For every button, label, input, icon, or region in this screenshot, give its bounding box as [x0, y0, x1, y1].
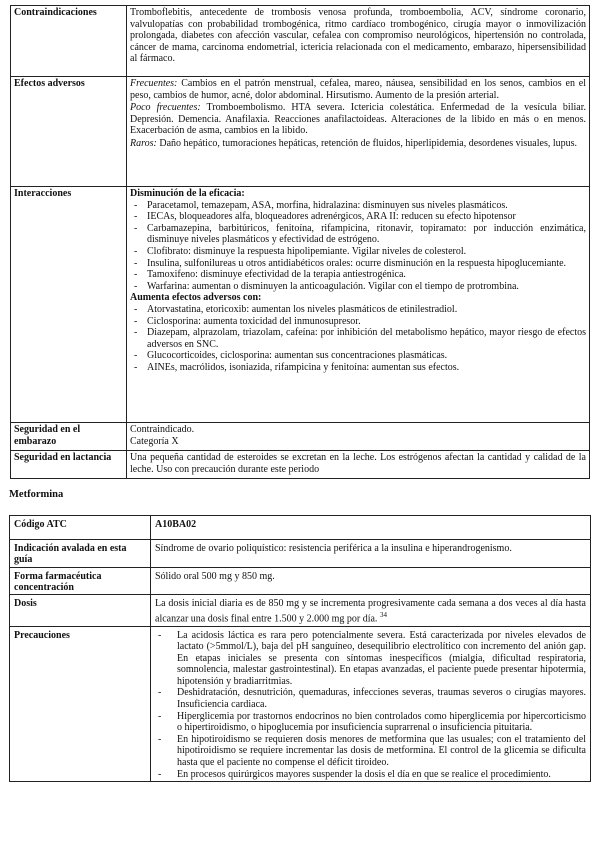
row-interacciones: [11, 187, 590, 423]
value-forma-farmaceutica: Sólido oral 500 mg y 850 mg.: [151, 568, 591, 595]
row-embarazo: [11, 423, 590, 451]
drug-info-table-1: [10, 5, 590, 479]
label-codigo-atc: Código ATC: [10, 516, 151, 540]
list-item: - Diazepam, alprazolam, triazolam, cafeína: por inhibición del metabolismo hepático, mayor riesgo de efectos adversos en SNC.: [130, 327, 586, 350]
list-item: - Paracetamol, temazepam, ASA, morfina, hidralazina: disminuyen sus niveles plasmáticos.: [130, 200, 586, 212]
embarazo-line-1: Contraindicado.: [130, 424, 195, 435]
row-forma-farmaceutica: [10, 568, 591, 595]
efectos-frecuentes: [130, 78, 586, 101]
frecuentes-label: Frecuentes:: [130, 78, 178, 89]
raros-text: Daño hepático, tumoraciones hepáticas, retención de fluidos, hiperlipidemia, desordenes visuales, lupus.: [156, 137, 578, 149]
list-item: - En hipotiroidismo se requieren dosis menores de metformina que las usuales; con el tratamiento del hipotiroidismo se requiere incrementar las dosis de metformina. El control de la glicemia se dificulta hasta que el paciente no compense el déficit tiroideo.: [155, 734, 586, 769]
label-dosis: Dosis: [10, 595, 151, 627]
frecuentes-text: Cambios en el patrón menstrual, cefalea, mareo, náusea, sensibilidad en los senos, cambios en el peso, cambios de humor, acné, dolor abdominal. Hirsutismo. Aumento de la presión arterial.: [130, 78, 586, 101]
value-efectos-adversos: [127, 77, 590, 187]
value-precauciones: [151, 626, 591, 782]
precauciones-list: [155, 630, 586, 781]
list-item: - La acidosis láctica es rara pero potencialmente severa. Está caracterizada por niveles elevados de lactato (>5mmol/L), baja del pH sanguíneo, desequilibrio electrolítico con incremento del anión gap. En etapas iniciales se presenta con síntomas inespecíficos (mialgia, dificultad respiratoria, somnolencia, malestar gastrointestinal). En etapas avanzadas, el paciente puede presentar hipotermia, hipotensión y bradiarritmias.: [155, 630, 586, 688]
value-indicacion: Síndrome de ovario poliquístico: resistencia periférica a la insulina e hiperandrogenismo.: [151, 540, 591, 568]
poco-frecuentes-label: Poco frecuentes:: [130, 102, 201, 114]
list-item: - Tamoxifeno: disminuye efectividad de la terapia antiestrogénica.: [130, 269, 586, 281]
list-item: - En procesos quirúrgicos mayores suspender la dosis el día en que se realice el procedimiento.: [155, 769, 586, 781]
row-codigo-atc: [10, 516, 591, 540]
label-forma-farmaceutica: Forma farmacéutica concentración: [10, 568, 151, 595]
list-item: - Ciclosporina: aumenta toxicidad del inmunosupresor.: [130, 316, 586, 328]
aumenta-list: [130, 304, 586, 374]
label-precauciones: Precauciones: [10, 626, 151, 782]
efectos-poco-frecuentes: [130, 102, 586, 137]
list-item: - Hiperglicemia por trastornos endocrinos no bien controlados como hiperglicemia por hipercorticismo o hipertiroidismo, o hipoglucemia por insuficiencia suprarrenal o insuficiencia pituitaria.: [155, 711, 586, 734]
value-codigo-atc: A10BA02: [151, 516, 591, 540]
disminucion-list: [130, 200, 586, 293]
value-interacciones: [127, 187, 590, 423]
list-item: - Clofibrato: disminuye la respuesta hipolipemiante. Vigilar niveles de colesterol.: [130, 246, 586, 258]
list-item: - Insulina, sulfonilureas u otros antidiabéticos orales: ocurre disminución en la respuesta hipoglucemiante.: [130, 258, 586, 270]
value-embarazo: [127, 423, 590, 451]
efectos-raros: [130, 138, 586, 150]
label-indicacion: Indicación avalada en esta guía: [10, 540, 151, 568]
list-item: - Warfarina: aumentan o disminuyen la anticoagulación. Vigilar con el tiempo de protrombina.: [130, 281, 586, 293]
raros-label: Raros:: [130, 137, 157, 149]
list-item: - IECAs, bloqueadores alfa, bloqueadores adrenérgicos, ARA II: reducen su efecto hipotensor: [130, 211, 586, 223]
row-dosis: [10, 595, 591, 627]
poco-frecuentes-text: Tromboembolismo. HTA severa. Ictericia colestática. Enfermedad de la vesícula biliar. Depresión. Demencia. Anafilaxia. Reacciones anafilactoideas. Alteraciones de la libido en más o en menos. Exacerbación de asma, cambios en la libido.: [130, 102, 586, 137]
dosis-reference: 34: [379, 610, 387, 619]
drug-info-table-metformina: [9, 515, 591, 782]
label-lactancia: Seguridad en lactancia: [11, 451, 127, 479]
label-efectos-adversos: Efectos adversos: [11, 77, 127, 187]
row-lactancia: [11, 451, 590, 479]
label-interacciones: Interacciones: [11, 187, 127, 423]
embarazo-line-2: Categoría X: [130, 435, 179, 447]
list-item: - AINEs, macrólidos, isoniazida, rifampicina y fenitoína: aumentan sus efectos.: [130, 362, 586, 374]
list-item: - Glucocorticoides, ciclosporina: aumentan sus concentraciones plasmáticas.: [130, 350, 586, 362]
value-lactancia: Una pequeña cantidad de esteroides se excretan en la leche. Los estrógenos afectan la cantidad y calidad de la leche. Uso con precaución durante este periodo: [127, 451, 590, 479]
section-title-metformina: Metformina: [9, 489, 64, 500]
aumenta-heading: Aumenta efectos adversos con:: [130, 292, 262, 304]
label-contraindicaciones: Contraindicaciones: [11, 6, 127, 77]
row-indicacion: [10, 540, 591, 568]
disminucion-heading: Disminución de la eficacia:: [130, 188, 245, 199]
list-item: - Deshidratación, desnutrición, quemaduras, infecciones severas, traumas severos o cirugías mayores. Insuficiencia cardiaca.: [155, 687, 586, 710]
dosis-text: La dosis inicial diaria es de 850 mg y se incrementa progresivamente cada semana a dos veces al día hasta alcanzar una dosis final entre 1.500 y 2.000 mg por día.: [155, 598, 586, 624]
value-dosis: [151, 595, 591, 627]
row-contraindicaciones: [11, 6, 590, 77]
value-contraindicaciones: Tromboflebitis, antecedente de trombosis venosa profunda, tromboembolia, ACV, síndrome coronario, valvulopatías con probabilidad trombogénica, ritmo cardíaco trombogénico, cirugía mayor o inmovilización prolongada, diabetes con afección vascular, cefalea con compromiso neurológicos, hipertensión no controlada, cáncer de mama, carcinoma endometrial, ictericia relacionada con el medicamento, embarazo, hipersensibilidad al fármaco.: [127, 6, 590, 77]
list-item: - Atorvastatina, etoricoxib: aumentan los niveles plasmáticos de etinilestradiol.: [130, 304, 586, 316]
row-precauciones: [10, 626, 591, 782]
label-embarazo: Seguridad en el embarazo: [11, 423, 127, 451]
list-item: - Carbamazepina, barbitúricos, fenitoína, rifampicina, ritonavir, topiramato: por inducción enzimática, disminuye niveles plasmáticos y efectividad de estrógeno.: [130, 223, 586, 246]
row-efectos-adversos: [11, 77, 590, 187]
